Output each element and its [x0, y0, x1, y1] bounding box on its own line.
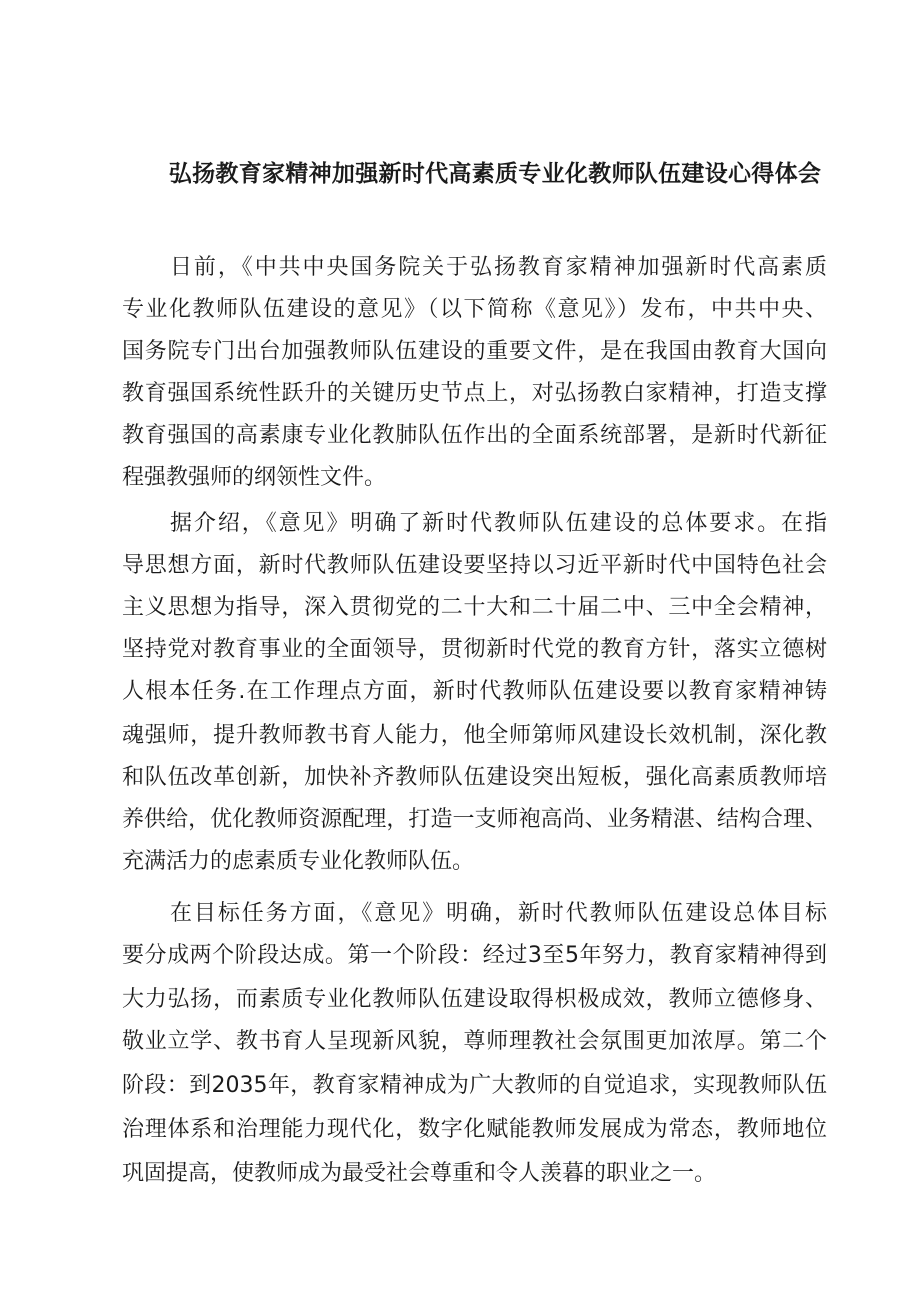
paragraph-1-line-5: 教育强国的高素康专业化教肺队伍作出的全面系统部署，是新时代新征 [122, 423, 827, 448]
paragraph-3-line-3: 大力弘扬，而素质专业化教师队伍建设取得枳极成效，教师立德修身、 [122, 987, 827, 1012]
document-title: 弘扬教育家精神加强新时代高素质专业化教师队伍建设心得体会 [168, 161, 822, 187]
paragraph-3-line-1: 在目标任务方面，《意见》明确，新时代教师队伍建设总体目标 [170, 901, 827, 926]
paragraph-2-line-3: 主义思想为指导，深入贯彻党的二十大和二十届二中、三中全会精神， [122, 595, 827, 620]
paragraph-2-line-5: 人根本任务.在工作理点方面，新时代教师队伍建设要以教育家精神铸 [122, 679, 827, 704]
paragraph-1-line-6: 程强教强师的纲领性文件。 [122, 465, 387, 490]
paragraph-3-line-7: 巩固提高，使教师成为最受社会尊重和令人羡暮的职业之一。 [122, 1161, 717, 1186]
paragraph-2-line-2: 导思想方面，新时代教师队伍建设要坚持以习近平新时代中国特色社会 [122, 553, 827, 578]
paragraph-2-line-8: 养供给，优化教师资源配理，打造一支师袍高尚、业务精湛、结构合理、 [122, 807, 827, 832]
paragraph-2-line-4: 坚持党对教育事业的全面领导，贯彻新时代党的教育方针，落实立德树 [122, 637, 827, 662]
paragraph-2-line-9: 充满活力的虑素质专业化教师队伍。 [122, 849, 475, 874]
paragraph-2-line-7: 和队伍改革创新，加快补齐教师队伍建设突出短板，强化高素质教师培 [122, 765, 827, 790]
paragraph-3-line-2: 要分成两个阶段达成。第一个阶段：经过3至5年努力，教育家精神得到 [122, 943, 827, 968]
paragraph-3-line-5: 阶段：到2035年，教育家精神成为广大教师的自觉追求，实现教师队伍 [122, 1073, 827, 1098]
paragraph-1-line-4: 教育强国系统性跃升的关键历史节点上，对弘扬教白家精神，打造支撑 [122, 381, 827, 406]
paragraph-2-line-1: 据介绍，《意见》明确了新时代教师队伍建设的总体要求。在指 [170, 511, 827, 536]
paragraph-1-line-3: 国务院专门出台加强教师队伍建设的重要文件，是在我国由教育大国向 [122, 339, 827, 364]
paragraph-1-line-1: 日前，《中共中央国务院关于弘扬教育家精神加强新时代高素质 [170, 255, 827, 280]
paragraph-1-line-2: 专业化教师队伍建设的意见》（以下简称《意见》）发布，中共中央、 [122, 297, 827, 322]
paragraph-3-line-6: 治理体系和治理能力现代化，数字化赋能教师发展成为常态，教师地位 [122, 1117, 827, 1142]
paragraph-3-line-4: 敬业立学、教书育人呈现新风貌，尊师理教社会氛围更加浓厚。第二个 [122, 1029, 827, 1054]
paragraph-2-line-6: 魂强师，提升教师教书育人能力，他全师第师风建设长效机制，深化教 [122, 723, 827, 748]
